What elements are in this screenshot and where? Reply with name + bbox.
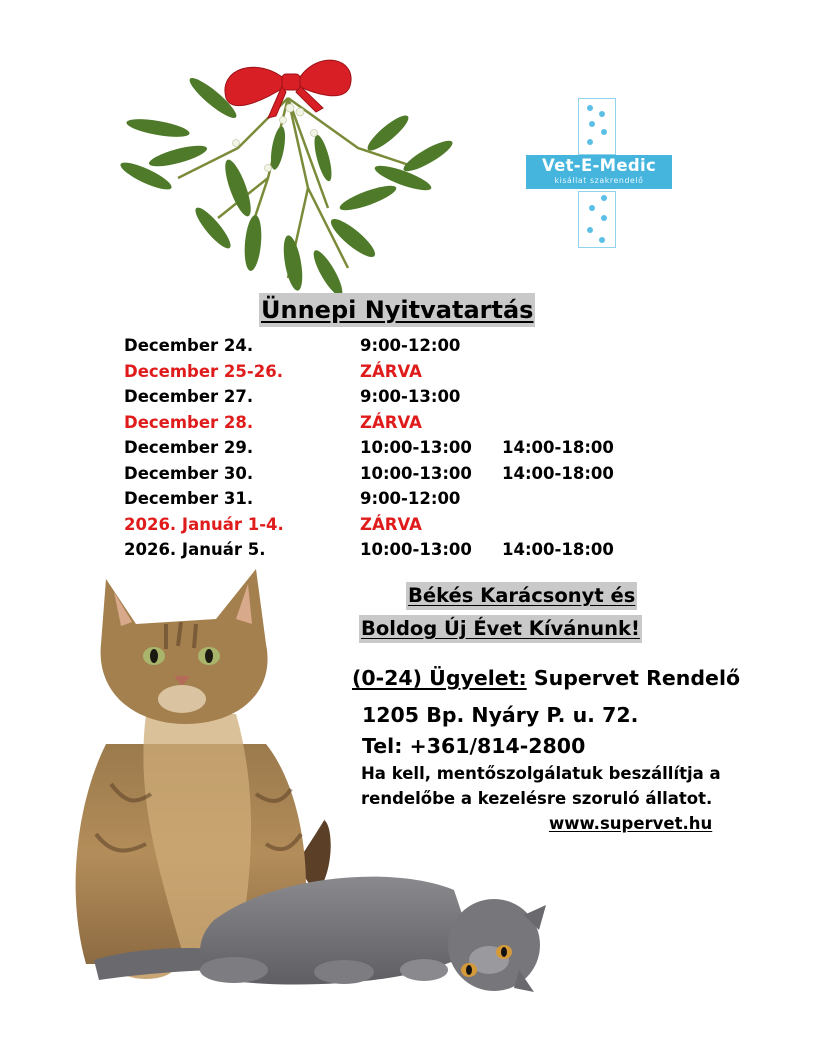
schedule-hours: 9:00-12:00 xyxy=(360,336,461,355)
page-title: Ünnepi Nyitvatartás xyxy=(259,293,535,327)
schedule-date: December 28. xyxy=(124,412,254,432)
schedule-row xyxy=(124,359,644,385)
schedule-row xyxy=(124,512,644,538)
duty-note-line-2: rendelőbe a kezelésre szoruló állatot. xyxy=(361,789,713,808)
logo-subtitle: kisállat szakrendelő xyxy=(554,176,644,185)
duty-heading xyxy=(352,663,740,693)
schedule-row xyxy=(124,435,644,461)
schedule-date: December 25-26. xyxy=(124,361,283,381)
schedule-date: December 24. xyxy=(124,336,254,355)
greeting-line-2: Boldog Új Évet Kívánunk! xyxy=(359,615,642,643)
logo-band xyxy=(526,155,672,189)
schedule-hours-afternoon: 14:00-18:00 xyxy=(502,463,614,483)
duty-address: 1205 Bp. Nyáry P. u. 72. xyxy=(362,703,639,727)
schedule-row xyxy=(124,410,644,436)
schedule-row xyxy=(124,461,644,487)
schedule-hours: ZÁRVA xyxy=(360,514,422,534)
logo-name: Vet-E-Medic xyxy=(541,156,657,175)
mistletoe-image xyxy=(118,38,468,293)
schedule-hours: 10:00-13:00 xyxy=(360,540,472,559)
schedule-row xyxy=(124,537,644,563)
schedule-date: December 29. xyxy=(124,438,254,457)
schedule-row xyxy=(124,333,644,359)
schedule-row xyxy=(124,384,644,410)
duty-label: (0-24) Ügyelet: xyxy=(352,666,527,690)
schedule-date: December 30. xyxy=(124,463,254,483)
schedule-date: December 31. xyxy=(124,489,254,508)
greeting-line-1: Békés Karácsonyt és xyxy=(406,582,637,610)
schedule-table xyxy=(124,333,644,563)
schedule-date: 2026. Január 1-4. xyxy=(124,514,284,534)
duty-clinic-name: Supervet Rendelő xyxy=(526,666,741,690)
schedule-date: December 27. xyxy=(124,387,254,406)
schedule-hours: ZÁRVA xyxy=(360,412,422,432)
schedule-hours: 9:00-12:00 xyxy=(360,489,461,508)
schedule-date: 2026. Január 5. xyxy=(124,540,266,559)
schedule-hours-afternoon: 14:00-18:00 xyxy=(502,540,614,559)
schedule-hours: ZÁRVA xyxy=(360,361,422,381)
schedule-hours: 10:00-13:00 xyxy=(360,463,472,483)
schedule-hours-afternoon: 14:00-18:00 xyxy=(502,438,614,457)
schedule-hours: 10:00-13:00 xyxy=(360,438,472,457)
schedule-row xyxy=(124,486,644,512)
schedule-hours: 9:00-13:00 xyxy=(360,387,461,406)
duty-phone: Tel: +361/814-2800 xyxy=(362,734,586,758)
grey-cat-image xyxy=(94,820,564,1000)
vet-e-medic-logo xyxy=(520,98,678,250)
duty-note-line-1: Ha kell, mentőszolgálatuk beszállítja a xyxy=(361,764,721,783)
website-link[interactable]: www.supervet.hu xyxy=(549,814,713,833)
